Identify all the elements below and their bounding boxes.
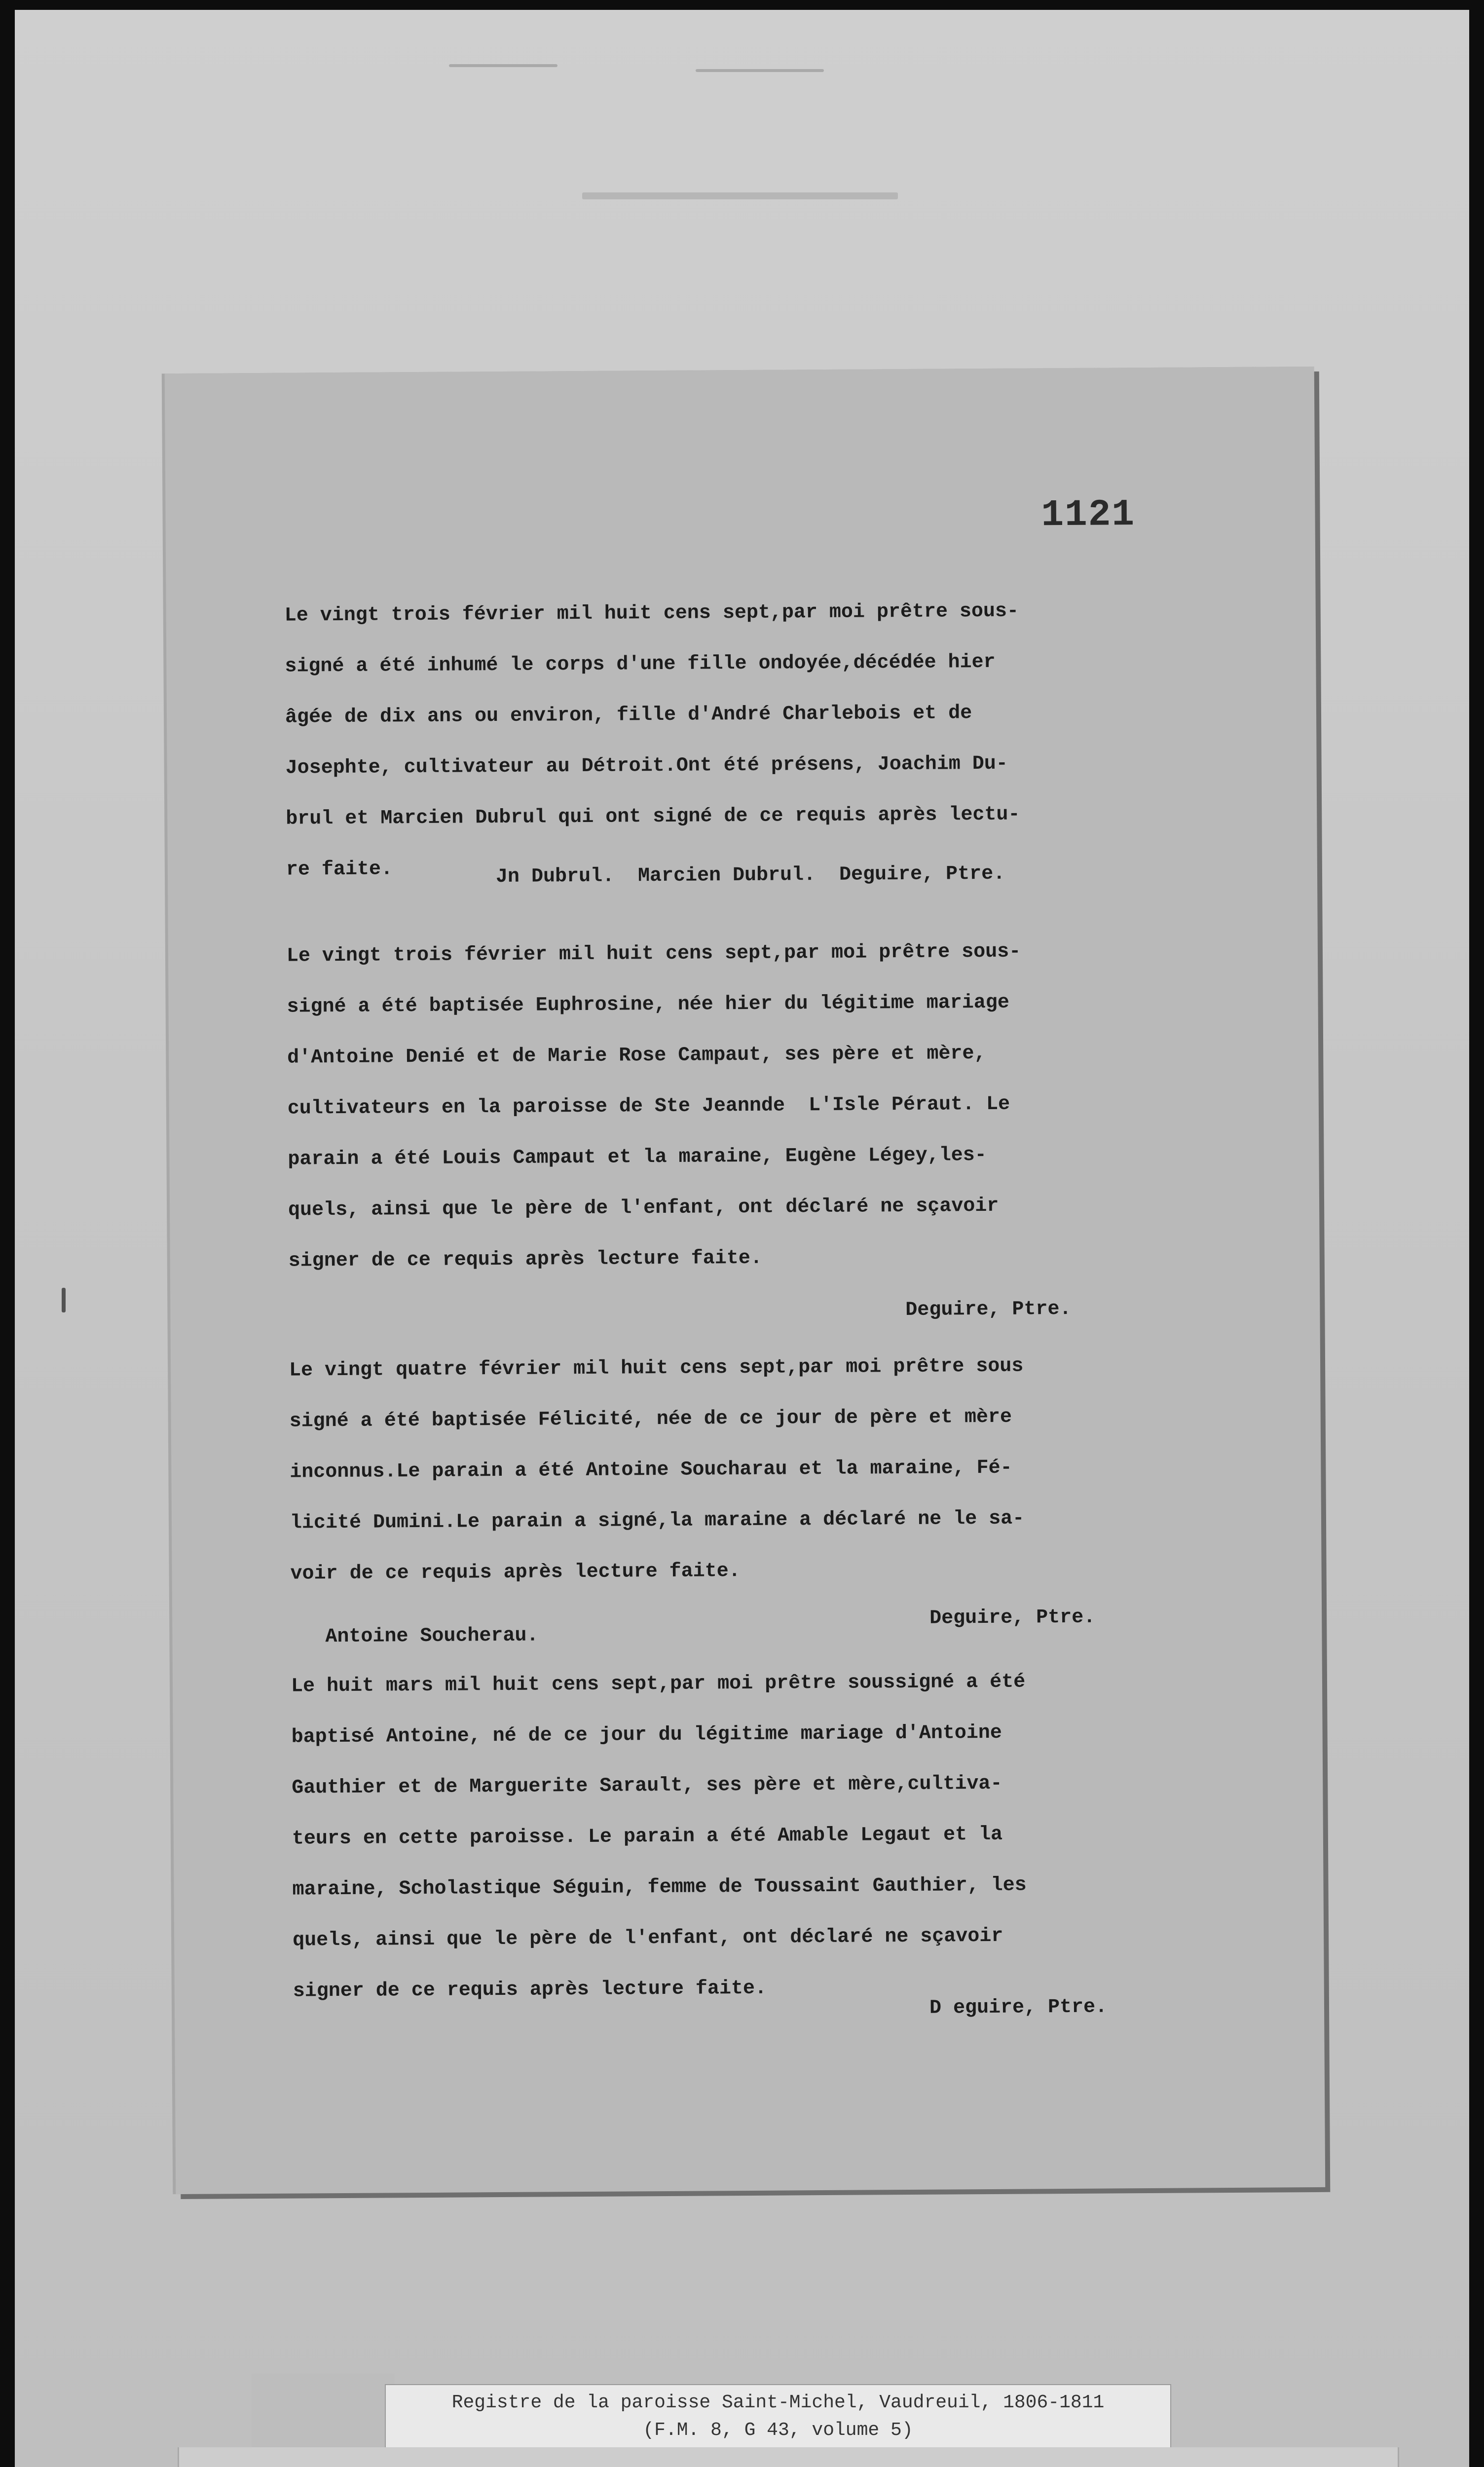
entry-1-line: âgée de dix ans ou environ, fille d'André Charlebois et de <box>285 702 972 729</box>
entry-3-signatures: Antoine Soucherau. <box>325 1624 539 1648</box>
register-label <box>385 2384 1171 2451</box>
register-page <box>165 367 1325 2194</box>
entry-1-line: brul et Marcien Dubrul qui ont signé de ce requis après lectu- <box>286 803 1020 830</box>
entry-4-line: Gauthier et de Marguerite Sarault, ses père et mère,cultiva- <box>292 1772 1002 1799</box>
entry-4-line: maraine, Scholastique Séguin, femme de Toussaint Gauthier, les <box>292 1874 1027 1901</box>
entry-4-line: baptisé Antoine, né de ce jour du légitime mariage d'Antoine <box>291 1721 1002 1749</box>
scratch-mark <box>696 69 824 72</box>
entry-3-priest: Deguire, Ptre. <box>929 1606 1096 1630</box>
archives-stamp <box>178 2447 1399 2467</box>
entry-4-line: signer de ce requis après lecture faite. <box>293 1977 767 2003</box>
entry-3-line: licité Dumini.Le parain a signé,la maraine a déclaré ne le sa- <box>290 1507 1025 1534</box>
smudge-mark <box>582 192 898 199</box>
entry-3-line: Le vingt quatre février mil huit cens sept,par moi prêtre sous <box>289 1355 1024 1382</box>
entry-2-line: d'Antoine Denié et de Marie Rose Campaut, ses père et mère, <box>287 1043 986 1069</box>
entry-2-line: Le vingt trois février mil huit cens sept,par moi prêtre sous- <box>286 940 1021 968</box>
entry-2-line: signer de ce requis après lecture faite. <box>288 1247 763 1272</box>
entry-2-line: cultivateurs en la paroisse de Ste Jeannde L'Isle Péraut. Le <box>287 1093 1010 1120</box>
page-number: 1121 <box>1041 493 1136 537</box>
entry-3-line: voir de ce requis après lecture faite. <box>290 1560 741 1585</box>
label-title: Registre de la paroisse Saint-Michel, Vaudreuil, 1806-1811 <box>451 2392 1105 2413</box>
label-reference: (F.M. 8, G 43, volume 5) <box>643 2420 913 2441</box>
edge-mark <box>62 1288 66 1312</box>
entry-1-line: Le vingt trois février mil huit cens sept,par moi prêtre sous- <box>284 600 1019 627</box>
entry-2-line: parain a été Louis Campaut et la maraine, Eugène Légey,les- <box>288 1144 987 1171</box>
entry-1-line: signé a été inhumé le corps d'une fille ondoyée,décédée hier <box>285 651 996 678</box>
entry-2-signatures: Deguire, Ptre. <box>905 1298 1072 1322</box>
entry-4-line: teurs en cette paroisse. Le parain a été Amable Legaut et la <box>292 1823 1003 1850</box>
entry-1-line: Josephte, cultivateur au Détroit.Ont été présens, Joachim Du- <box>285 752 1008 780</box>
entry-4-line: Le huit mars mil huit cens sept,par moi prêtre soussigné a été <box>291 1671 1026 1698</box>
entry-2-line: signé a été baptisée Euphrosine, née hier du légitime mariage <box>287 991 1009 1018</box>
entry-2-line: quels, ainsi que le père de l'enfant, ont déclaré ne sçavoir <box>288 1195 999 1222</box>
entry-4-signatures: D eguire, Ptre. <box>929 1996 1108 2019</box>
entry-1-signatures: Jn Dubrul. Marcien Dubrul. Deguire, Ptre. <box>495 862 1005 889</box>
scratch-mark <box>449 64 557 67</box>
entry-3-line: inconnus.Le parain a été Antoine Soucharau et la maraine, Fé- <box>290 1457 1012 1484</box>
entry-3-line: signé a été baptisée Félicité, née de ce jour de père et mère <box>289 1406 1012 1433</box>
entry-4-line: quels, ainsi que le père de l'enfant, ont déclaré ne sçavoir <box>293 1925 1003 1952</box>
entry-1-line: re faite. <box>286 858 393 881</box>
